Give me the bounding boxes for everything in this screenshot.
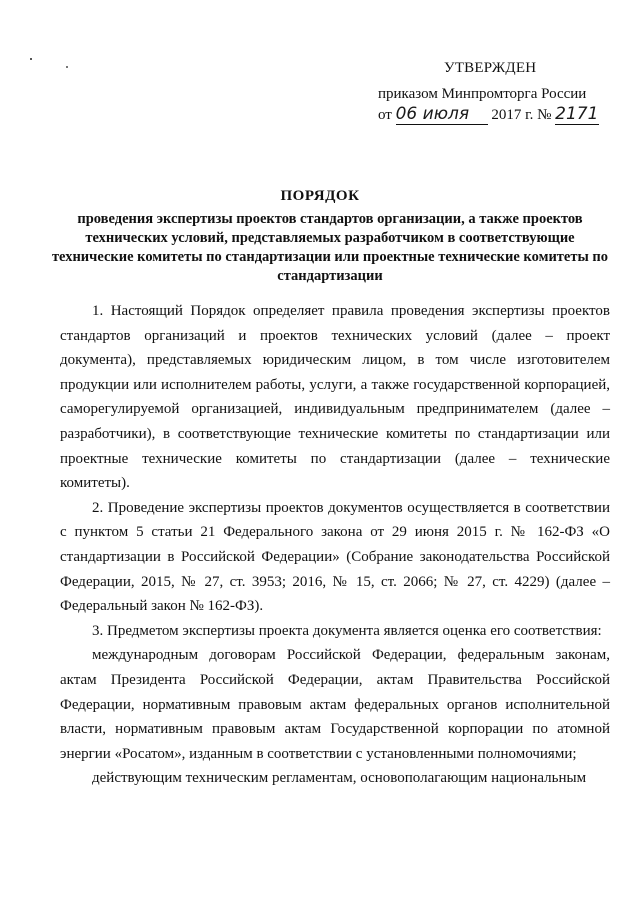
handwritten-order-number: 2171: [555, 104, 599, 124]
handwritten-date: 06 июля: [396, 104, 488, 125]
paragraph-2: 2. Проведение экспертизы проектов документов осуществляется в соответствии с пунктом 5 статьи 21 Федерального закона от 29 июня 2015 г. № 162-ФЗ «О стандартизации в Российской Федерации» (Собрание законодательства Российской Федерации, 2015, № 27, ст. 3953; 2016, № 15, ст. 2066; № 27, ст. 4229) (далее – Федеральный закон № 162-ФЗ).: [60, 499, 610, 615]
approval-order: приказом Минпромторга России: [378, 86, 587, 102]
document-subtitle: проведения экспертизы проектов стандартов организации, а также проектов технических условий, представляемых разработчиком в соответствующие технические комитеты по стандартизации или проектные технические комитеты по стандартизации: [51, 211, 609, 284]
scan-speck: [66, 66, 68, 68]
order-year: 2017 г. №: [491, 107, 552, 123]
approval-heading: УТВЕРЖДЕН: [444, 60, 537, 76]
paragraph-3-item-2: действующим техническим регламентам, основополагающим национальным: [92, 770, 587, 787]
paragraph-1: 1. Настоящий Порядок определяет правила проведения экспертизы проектов стандартов организаций и проектов технических условий (далее – проект документа), представляемых юридическим лицом, в том числе изготовителем продукции или исполнителем работы, услуги, а также государственной корпорацией, саморегулируемой организацией, индивидуальным предпринимателем (далее – разработчики), в соответствующие технические комитеты по стандартизации или проектные технические комитеты по стандартизации (далее – технические комитеты).: [60, 303, 610, 492]
scan-speck: [30, 58, 32, 60]
paragraph-3: 3. Предметом экспертизы проекта документа является оценка его соответствия:: [92, 622, 602, 639]
document-body: [60, 299, 610, 791]
document-title: ПОРЯДОК: [280, 188, 360, 204]
approval-date-line: [378, 104, 599, 125]
date-prefix: от: [378, 107, 392, 123]
paragraph-3-item-1: международным договорам Российской Федерации, федеральным законам, актам Президента Российской Федерации, актам Правительства Российской Федерации, нормативным правовым актам федеральных органов исполнительной власти, нормативным правовым актам Государственной корпорации по атомной энергии «Росатом», изданным в соответствии с установленными полномочиями;: [60, 647, 610, 762]
